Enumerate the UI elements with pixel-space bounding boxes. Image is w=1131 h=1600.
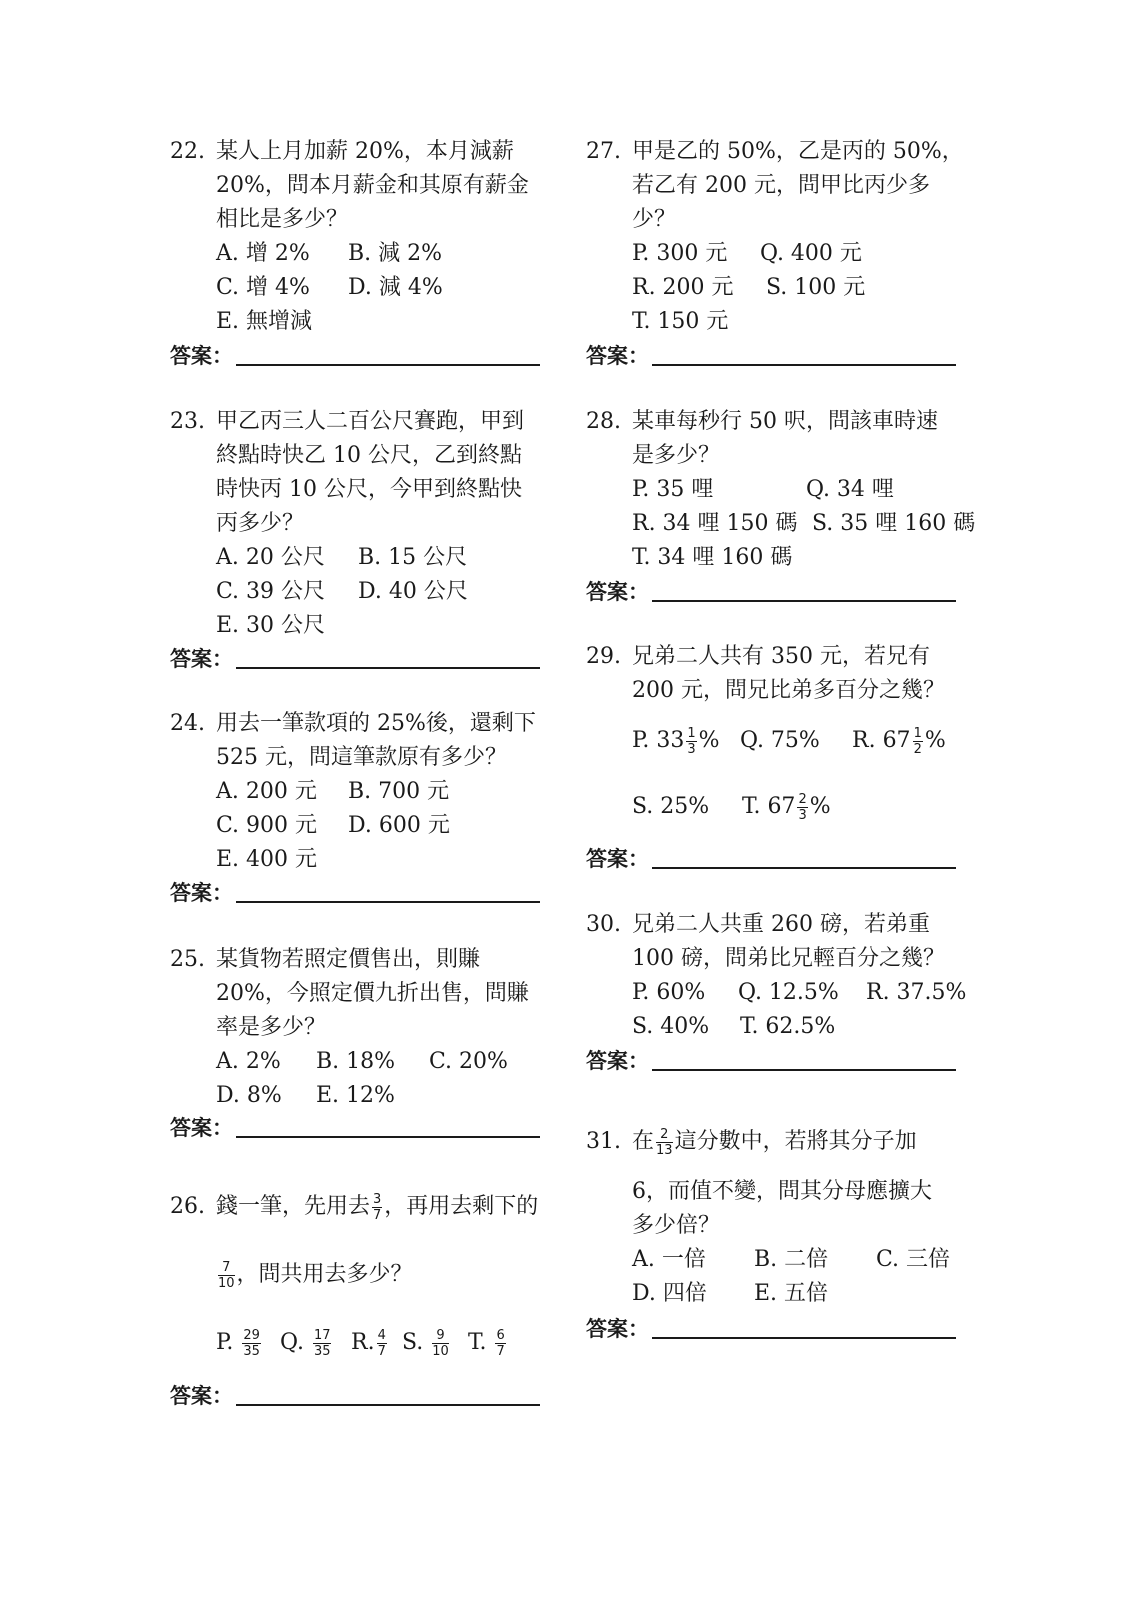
option-s: S. 25% xyxy=(632,794,710,819)
option-p: P. 300 元 xyxy=(632,241,728,266)
option-d: D. 減 4% xyxy=(348,275,443,300)
option-s: S. 100 元 xyxy=(766,275,866,300)
question-text-line: 若乙有 200 元，問甲比丙少多 xyxy=(632,173,930,198)
answer-line[interactable] xyxy=(236,1404,540,1406)
answer-field[interactable] xyxy=(586,1045,956,1075)
option-q: Q. 400 元 xyxy=(760,241,862,266)
answer-label: 答案： xyxy=(170,881,233,905)
question-number: 25. xyxy=(170,947,205,972)
option-c: C. 39 公尺 xyxy=(216,579,326,604)
question-text: 在 xyxy=(632,1129,655,1154)
option-c: C. 三倍 xyxy=(876,1247,951,1272)
question-22 xyxy=(170,135,550,335)
option-d: D. 40 公尺 xyxy=(358,579,468,604)
option-t: T. 67 $\frac{2}{3}$ % xyxy=(742,791,831,823)
question-number: 28. xyxy=(586,409,621,434)
option-q: Q. 34 哩 xyxy=(806,477,894,502)
option-a: A. 20 公尺 xyxy=(216,545,325,570)
question-29 xyxy=(586,640,976,840)
question-text-line: 兄弟二人共有 350 元，若兄有 xyxy=(632,644,930,669)
question-text-line: 丙多少？ xyxy=(216,511,305,536)
option-a: A. 增 2% xyxy=(216,241,310,266)
option-r: R. $\frac{4}{7}$ xyxy=(351,1327,386,1359)
option-p: P. 60% xyxy=(632,980,706,1005)
option-p: P. $\frac{29}{35}$ xyxy=(216,1327,260,1359)
option-t: T. 150 元 xyxy=(632,309,729,334)
question-text-line: 終點時快乙 10 公尺，乙到終點 xyxy=(216,443,522,468)
answer-label: 答案： xyxy=(586,847,649,871)
question-text-line: 時快丙 10 公尺，今甲到終點快 xyxy=(216,477,522,502)
question-text-line: 某車每秒行 50 呎，問該車時速 xyxy=(632,409,938,434)
answer-field[interactable] xyxy=(586,576,956,606)
option-e: E. 無增減 xyxy=(216,309,313,334)
option-d: D. 8% xyxy=(216,1083,282,1108)
question-number: 26. xyxy=(170,1194,205,1219)
option-q: Q. 75% xyxy=(740,728,820,753)
answer-field[interactable] xyxy=(170,1380,540,1410)
fraction: $\frac{2}{13}$ xyxy=(656,1126,673,1158)
option-r: R. 34 哩 150 碼 xyxy=(632,511,798,536)
question-text-line: 20%，今照定價九折出售，問賺 xyxy=(216,981,529,1006)
question-24 xyxy=(170,707,550,877)
question-31 xyxy=(586,1125,976,1310)
question-text-line: 是多少？ xyxy=(632,443,721,468)
question-text: ，問共用去多少？ xyxy=(236,1262,413,1287)
answer-field[interactable] xyxy=(170,877,540,907)
question-number: 24. xyxy=(170,711,205,736)
option-b: B. 700 元 xyxy=(348,779,450,804)
option-d: D. 600 元 xyxy=(348,813,450,838)
fraction: $\frac{3}{7}$ xyxy=(373,1191,382,1223)
option-s: S. 40% xyxy=(632,1014,710,1039)
question-text-line: 甲是乙的 50%，乙是丙的 50%， xyxy=(632,139,964,164)
question-text-line: 甲乙丙三人二百公尺賽跑，甲到 xyxy=(216,409,525,434)
fraction: $\frac{7}{10}$ xyxy=(218,1259,235,1291)
option-p: P. 35 哩 xyxy=(632,477,714,502)
question-text-line: 少？ xyxy=(632,207,677,232)
question-number: 30. xyxy=(586,912,621,937)
option-q: Q. $\frac{17}{35}$ xyxy=(280,1327,331,1359)
question-23 xyxy=(170,405,550,645)
answer-label: 答案： xyxy=(586,580,649,604)
question-text-line: 多少倍？ xyxy=(632,1213,721,1238)
question-text-line: 兄弟二人共重 260 磅，若弟重 xyxy=(632,912,930,937)
question-26 xyxy=(170,1190,560,1375)
option-t: T. $\frac{6}{7}$ xyxy=(468,1327,505,1359)
answer-label: 答案： xyxy=(170,1116,233,1140)
answer-label: 答案： xyxy=(170,344,233,368)
option-q: Q. 12.5% xyxy=(738,980,839,1005)
answer-field[interactable] xyxy=(586,843,956,873)
option-b: B. 15 公尺 xyxy=(358,545,468,570)
question-30 xyxy=(586,908,976,1048)
option-c: C. 900 元 xyxy=(216,813,318,838)
option-r: R. 67 $\frac{1}{2}$ % xyxy=(852,725,946,757)
option-t: T. 62.5% xyxy=(740,1014,836,1039)
question-text: 這分數中，若將其分子加 xyxy=(674,1129,917,1154)
option-e: E. 12% xyxy=(316,1083,395,1108)
question-number: 22. xyxy=(170,139,205,164)
question-27 xyxy=(586,135,966,335)
answer-line[interactable] xyxy=(236,901,540,903)
option-b: B. 18% xyxy=(316,1049,396,1074)
answer-label: 答案： xyxy=(170,1384,233,1408)
option-b: B. 減 2% xyxy=(348,241,443,266)
option-a: A. 200 元 xyxy=(216,779,317,804)
question-number: 31. xyxy=(586,1129,621,1154)
answer-line[interactable] xyxy=(652,1069,956,1071)
option-b: B. 二倍 xyxy=(754,1247,829,1272)
answer-field[interactable] xyxy=(170,643,540,673)
question-text-line: 525 元，問這筆款原有多少？ xyxy=(216,745,507,770)
question-text-line: 率是多少？ xyxy=(216,1015,327,1040)
answer-line[interactable] xyxy=(652,1337,956,1339)
answer-label: 答案： xyxy=(170,647,233,671)
answer-field[interactable] xyxy=(586,340,956,370)
question-text: ，再用去剩下的 xyxy=(384,1194,539,1219)
answer-line[interactable] xyxy=(236,364,540,366)
option-c: C. 增 4% xyxy=(216,275,310,300)
answer-line[interactable] xyxy=(652,364,956,366)
answer-field[interactable] xyxy=(170,1112,540,1142)
answer-label: 答案： xyxy=(586,1317,649,1341)
question-number: 29. xyxy=(586,644,621,669)
answer-field[interactable] xyxy=(586,1313,956,1343)
option-d: D. 四倍 xyxy=(632,1281,707,1306)
option-s: S. $\frac{9}{10}$ xyxy=(402,1327,449,1359)
option-t: T. 34 哩 160 碼 xyxy=(632,545,793,570)
answer-label: 答案： xyxy=(586,1049,649,1073)
answer-field[interactable] xyxy=(170,340,540,370)
question-number: 23. xyxy=(170,409,205,434)
answer-line[interactable] xyxy=(652,867,956,869)
question-28 xyxy=(586,405,976,580)
option-p: P. 33 $\frac{1}{3}$ % xyxy=(632,725,720,757)
option-a: A. 2% xyxy=(216,1049,281,1074)
question-text-line: 6，而值不變，問其分母應擴大 xyxy=(632,1179,932,1204)
question-text-line: 200 元，問兄比弟多百分之幾？ xyxy=(632,678,945,703)
option-e: E. 400 元 xyxy=(216,847,318,872)
answer-label: 答案： xyxy=(586,344,649,368)
answer-line[interactable] xyxy=(652,600,956,602)
question-text: 錢一筆，先用去 xyxy=(216,1194,371,1219)
option-e: E. 30 公尺 xyxy=(216,613,326,638)
question-text-line: 用去一筆款項的 25%後，還剩下 xyxy=(216,711,536,736)
question-text-line: 20%，問本月薪金和其原有薪金 xyxy=(216,173,529,198)
answer-line[interactable] xyxy=(236,1136,540,1138)
option-a: A. 一倍 xyxy=(632,1247,706,1272)
option-s: S. 35 哩 160 碼 xyxy=(812,511,976,536)
option-e: E. 五倍 xyxy=(754,1281,829,1306)
question-text-line: 相比是多少？ xyxy=(216,207,349,232)
option-c: C. 20% xyxy=(429,1049,508,1074)
question-text-line: 100 磅，問弟比兄輕百分之幾？ xyxy=(632,946,945,971)
question-number: 27. xyxy=(586,139,621,164)
question-text-line: 某人上月加薪 20%，本月減薪 xyxy=(216,139,514,164)
question-text-line: 某貨物若照定價售出，則賺 xyxy=(216,947,481,972)
option-r: R. 37.5% xyxy=(866,980,967,1005)
option-r: R. 200 元 xyxy=(632,275,734,300)
answer-line[interactable] xyxy=(236,667,540,669)
question-25 xyxy=(170,943,550,1113)
